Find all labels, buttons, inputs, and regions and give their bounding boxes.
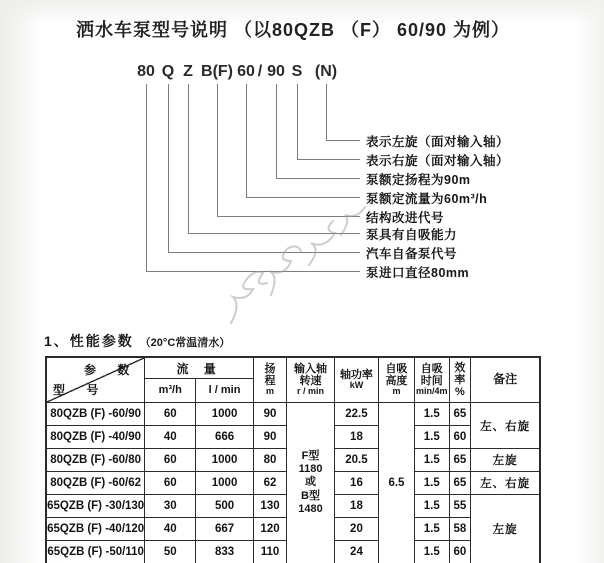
power-cell: 20.5 [334,449,378,472]
connector-vline [188,84,189,233]
suction-time-cell: 1.5 [414,495,449,518]
model-code-segment: (N) [314,63,338,80]
connector-hline [326,140,360,141]
model-code-segment: Z [183,63,193,80]
power-cell: 18 [334,495,378,518]
flow-lmin-cell: 833 [196,541,254,563]
header-suction-height: 自吸 高度 m [378,357,414,403]
connector-label: 泵进口直径80mm [366,266,470,280]
connector-label: 表示右旋（面对输入轴） [366,154,510,168]
model-cell: 80QZB (F) -40/90 [46,426,145,449]
head-cell: 90 [253,426,286,449]
suction-time-cell: 1.5 [414,518,449,541]
flow-m3h-cell: 60 [145,449,196,472]
model-code-segment: 60 [237,63,255,80]
flow-m3h-cell: 40 [145,426,196,449]
header-param-label: 参 数 [83,363,139,377]
connector-hline [297,159,360,160]
head-cell: 80 [253,449,286,472]
efficiency-cell: 55 [449,495,471,518]
performance-table-body [46,403,540,563]
power-cell: 16 [334,472,378,495]
head-cell: 130 [253,495,286,518]
section-number: 1、 [44,333,70,349]
connector-vline [168,84,169,252]
connector-hline [276,178,360,179]
suction-time-cell: 1.5 [414,403,449,426]
header-efficiency: 效 率 % [449,357,471,403]
model-code-segment: 80 [137,63,155,80]
connector-label: 汽车自备泵代号 [366,247,458,261]
model-code-segment: / [257,63,263,80]
header-flow-lmin: l / min [196,379,254,403]
connector-vline [326,84,327,140]
section-note: （20°C常温清水） [139,337,231,349]
section-title: 性能参数 [69,333,134,349]
connector-label: 泵额定扬程为90m [366,173,471,187]
suction-time-cell: 1.5 [414,541,449,563]
model-code-segment: B(F) [201,63,233,80]
remark-cell: 左旋 [471,495,540,563]
power-cell: 22.5 [334,403,378,426]
connector-label: 泵具有自吸能力 [366,228,458,242]
connector-vline [246,84,247,197]
flow-lmin-cell: 1000 [196,472,254,495]
connector-vline [146,84,147,271]
remark-cell: 左、右旋 [471,472,540,495]
page-title: 洒水车泵型号说明 （以80QZB （F） 60/90 为例） [76,20,511,40]
header-suction-time: 自吸 时间 min/4m [414,357,449,403]
connector-label: 表示左旋（面对输入轴） [366,135,510,149]
flow-lmin-cell: 666 [196,426,254,449]
power-cell: 20 [334,518,378,541]
model-cell: 80QZB (F) -60/80 [46,449,145,472]
header-model-param [46,357,145,403]
suction-time-cell: 1.5 [414,449,449,472]
header-input-speed: 输入轴 转速 r / min [287,357,335,403]
speed-line: 1180 [298,463,323,476]
head-cell: 110 [253,541,286,563]
flow-m3h-cell: 40 [145,518,196,541]
model-cell: 65QZB (F) -50/110 [46,541,145,563]
suction-height-cell: 6.5 [378,403,414,563]
power-cell: 24 [334,541,378,563]
connector-vline [276,84,277,178]
speed-line: F型 [301,450,320,463]
efficiency-cell: 60 [449,426,471,449]
section-heading [44,331,230,351]
head-cell: 120 [253,518,286,541]
model-code-segment: Q [161,63,175,80]
efficiency-cell: 65 [449,403,471,426]
remark-cell: 左旋 [471,449,540,472]
flow-lmin-cell: 500 [196,495,254,518]
flow-m3h-cell: 60 [145,472,196,495]
connector-vline [297,84,298,159]
efficiency-cell: 58 [449,518,471,541]
speed-line: 1480 [298,502,323,515]
flow-lmin-cell: 1000 [196,403,254,426]
performance-table [45,356,541,563]
suction-time-cell: 1.5 [414,472,449,495]
header-shaft-power: 轴功率 kW [334,357,378,403]
connector-label: 泵额定流量为60m³/h [366,192,488,206]
model-cell: 80QZB (F) -60/90 [46,403,145,426]
suction-time-cell: 1.5 [414,426,449,449]
input-speed-cell [287,403,335,563]
flow-m3h-cell: 30 [145,495,196,518]
connector-label: 结构改进代号 [366,211,445,225]
model-cell: 65QZB (F) -30/130 [46,495,145,518]
efficiency-cell: 60 [449,541,471,563]
efficiency-cell: 65 [449,449,471,472]
table-header [46,357,540,403]
speed-line: B型 [301,489,320,502]
model-cell: 80QZB (F) -60/62 [46,472,145,495]
head-cell: 90 [253,403,286,426]
model-code-segment: 90 [267,63,285,80]
model-cell: 65QZB (F) -40/120 [46,518,145,541]
header-flow-m3h: m³/h [145,379,196,403]
header-model-label: 型 号 [53,383,108,397]
watermark-script [213,193,383,343]
flow-lmin-cell: 1000 [196,449,254,472]
head-cell: 62 [253,472,286,495]
flow-lmin-cell: 667 [196,518,254,541]
flow-m3h-cell: 50 [145,541,196,563]
header-remark: 备注 [471,357,540,403]
remark-cell: 左、右旋 [471,403,540,449]
flow-m3h-cell: 60 [145,403,196,426]
efficiency-cell: 65 [449,472,471,495]
table-row [46,403,540,426]
model-code-segment: S [291,63,303,80]
power-cell: 18 [334,426,378,449]
speed-line: 或 [305,476,317,489]
header-head: 扬 程 m [253,357,286,403]
header-flow: 流 量 [145,357,254,379]
